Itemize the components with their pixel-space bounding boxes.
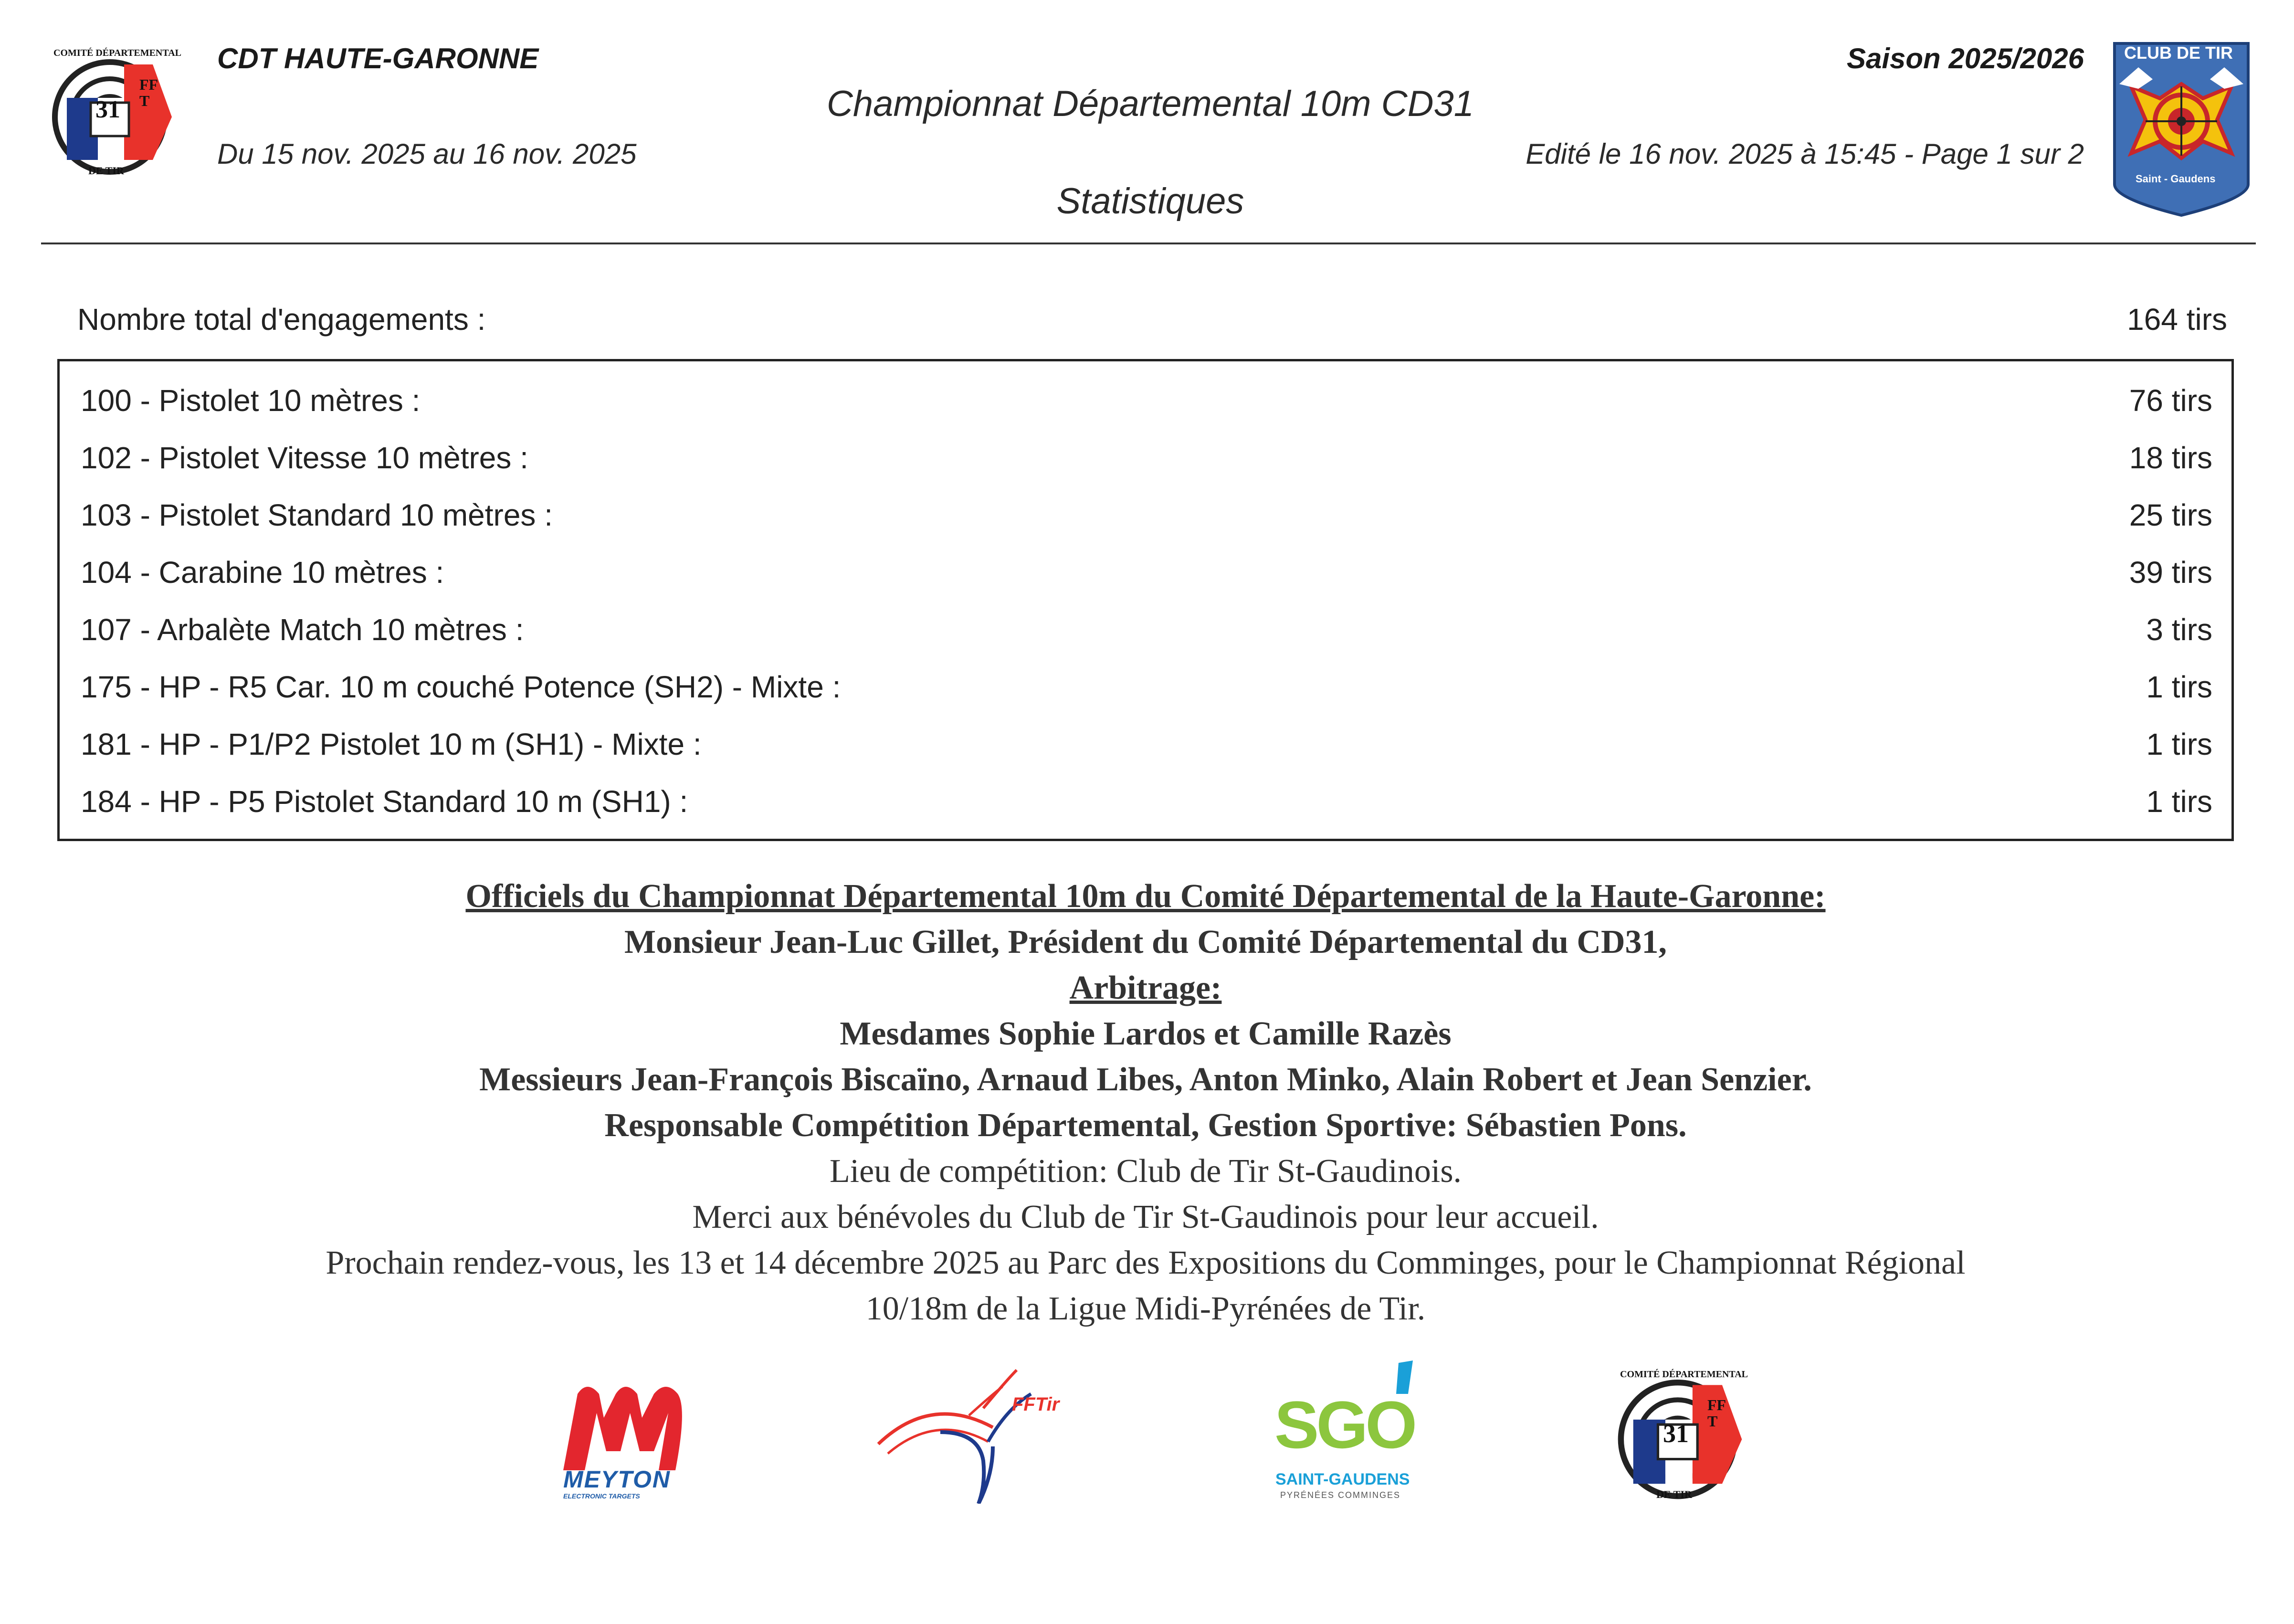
total-label: Nombre total d'engagements : (77, 302, 486, 337)
row-value: 18 tirs (2129, 441, 2212, 475)
row-label: 184 - HP - P5 Pistolet Standard 10 m (SH1) : (81, 784, 688, 819)
season: Saison 2025/2026 (1846, 42, 2084, 74)
responsable-competition: Responsable Compétition Départemental, Gestion Sportive: Sébastien Pons. (604, 1107, 1687, 1144)
prochain-rdv-2: 10/18m de la Ligue Midi-Pyrénées de Tir. (865, 1290, 1426, 1327)
header-divider (41, 243, 2256, 244)
arbitrage-heading: Arbitrage: (1069, 970, 1222, 1006)
sg-region: PYRÉNÉES COMMINGES (1280, 1490, 1401, 1500)
table-row (81, 377, 2212, 424)
table-row (81, 491, 2212, 539)
row-value: 3 tirs (2146, 612, 2212, 647)
total-value: 164 tirs (2127, 302, 2227, 337)
comite-footer-top: COMITÉ DÉPARTEMENTAL (1620, 1369, 1748, 1380)
row-label: 104 - Carabine 10 mètres : (81, 555, 444, 590)
arbitres-mesdames: Mesdames Sophie Lardos et Camille Razès (840, 1015, 1452, 1052)
row-value: 1 tirs (2146, 670, 2212, 704)
meyton-tagline: ELECTRONIC TARGETS (563, 1492, 640, 1500)
section-title: Statistiques (1056, 181, 1244, 221)
club-shield-top: CLUB DE TIR (2124, 43, 2233, 63)
edited-info: Edité le 16 nov. 2025 à 15:45 - Page 1 sur 2 (1526, 138, 2084, 170)
officials-block (95, 874, 2196, 1332)
comite-footer-bottom: DE TIR (1656, 1488, 1692, 1500)
prochain-rdv-1: Prochain rendez-vous, les 13 et 14 décembre 2025 au Parc des Expositions du Comminges, pour le Championnat Régional (326, 1244, 1966, 1281)
row-label: 175 - HP - R5 Car. 10 m couché Potence (SH2) - Mixte : (81, 670, 841, 704)
row-label: 103 - Pistolet Standard 10 mètres : (81, 498, 553, 532)
table-row (81, 663, 2212, 711)
row-value: 1 tirs (2146, 784, 2212, 819)
row-value: 39 tirs (2129, 555, 2212, 590)
lieu-competition: Lieu de compétition: Club de Tir St-Gaudinois. (829, 1153, 1462, 1190)
sg-mark: SGO (1274, 1387, 1415, 1462)
row-label: 102 - Pistolet Vitesse 10 mètres : (81, 441, 528, 475)
page-title: Championnat Départemental 10m CD31 (826, 84, 1474, 124)
row-value: 1 tirs (2146, 727, 2212, 761)
comite-logo-side: FFT (139, 76, 158, 109)
officials-president: Monsieur Jean-Luc Gillet, Président du Comité Départemental du CD31, (624, 924, 1667, 960)
date-range: Du 15 nov. 2025 au 16 nov. 2025 (217, 138, 637, 170)
meyton-name: MEYTON (563, 1466, 671, 1493)
stats-table (57, 359, 2234, 841)
comite-logo-number: 31 (95, 96, 120, 123)
arbitres-messieurs: Messieurs Jean-François Biscaïno, Arnaud Libes, Anton Minko, Alain Robert et Jean Senzier. (479, 1061, 1812, 1098)
table-row (81, 778, 2212, 825)
meyton-logo (558, 1380, 687, 1504)
comite-footer-number: 31 (1663, 1419, 1689, 1448)
org-name: CDT HAUTE-GARONNE (217, 42, 539, 74)
comite-logo-top: COMITÉ DÉPARTEMENTAL (53, 48, 182, 58)
row-label: 107 - Arbalète Match 10 mètres : (81, 612, 524, 647)
officials-heading: Officiels du Championnat Départemental 10m du Comité Départemental de la Haute-Garonne: (465, 878, 1826, 915)
row-value: 76 tirs (2129, 383, 2212, 418)
table-row (81, 434, 2212, 482)
comite-logo-footer (1609, 1365, 1752, 1508)
comite-footer-side: FFT (1707, 1396, 1726, 1430)
table-row (81, 606, 2212, 654)
row-label: 181 - HP - P1/P2 Pistolet 10 m (SH1) - Mixte : (81, 727, 702, 761)
comite-logo-bottom: DE TIR (88, 165, 124, 177)
fftir-text: FFTir (1012, 1394, 1060, 1415)
remerciements: Merci aux bénévoles du Club de Tir St-Gaudinois pour leur accueil. (692, 1199, 1599, 1235)
club-shield-logo (2110, 41, 2253, 218)
fftir-logo (873, 1360, 1098, 1504)
table-row (81, 548, 2212, 596)
row-label: 100 - Pistolet 10 mètres : (81, 383, 421, 418)
row-value: 25 tirs (2129, 498, 2212, 532)
sg-name: SAINT-GAUDENS (1275, 1470, 1410, 1488)
saint-gaudens-logo (1270, 1360, 1422, 1508)
club-shield-bottom: Saint - Gaudens (2136, 173, 2216, 185)
table-row (81, 720, 2212, 768)
